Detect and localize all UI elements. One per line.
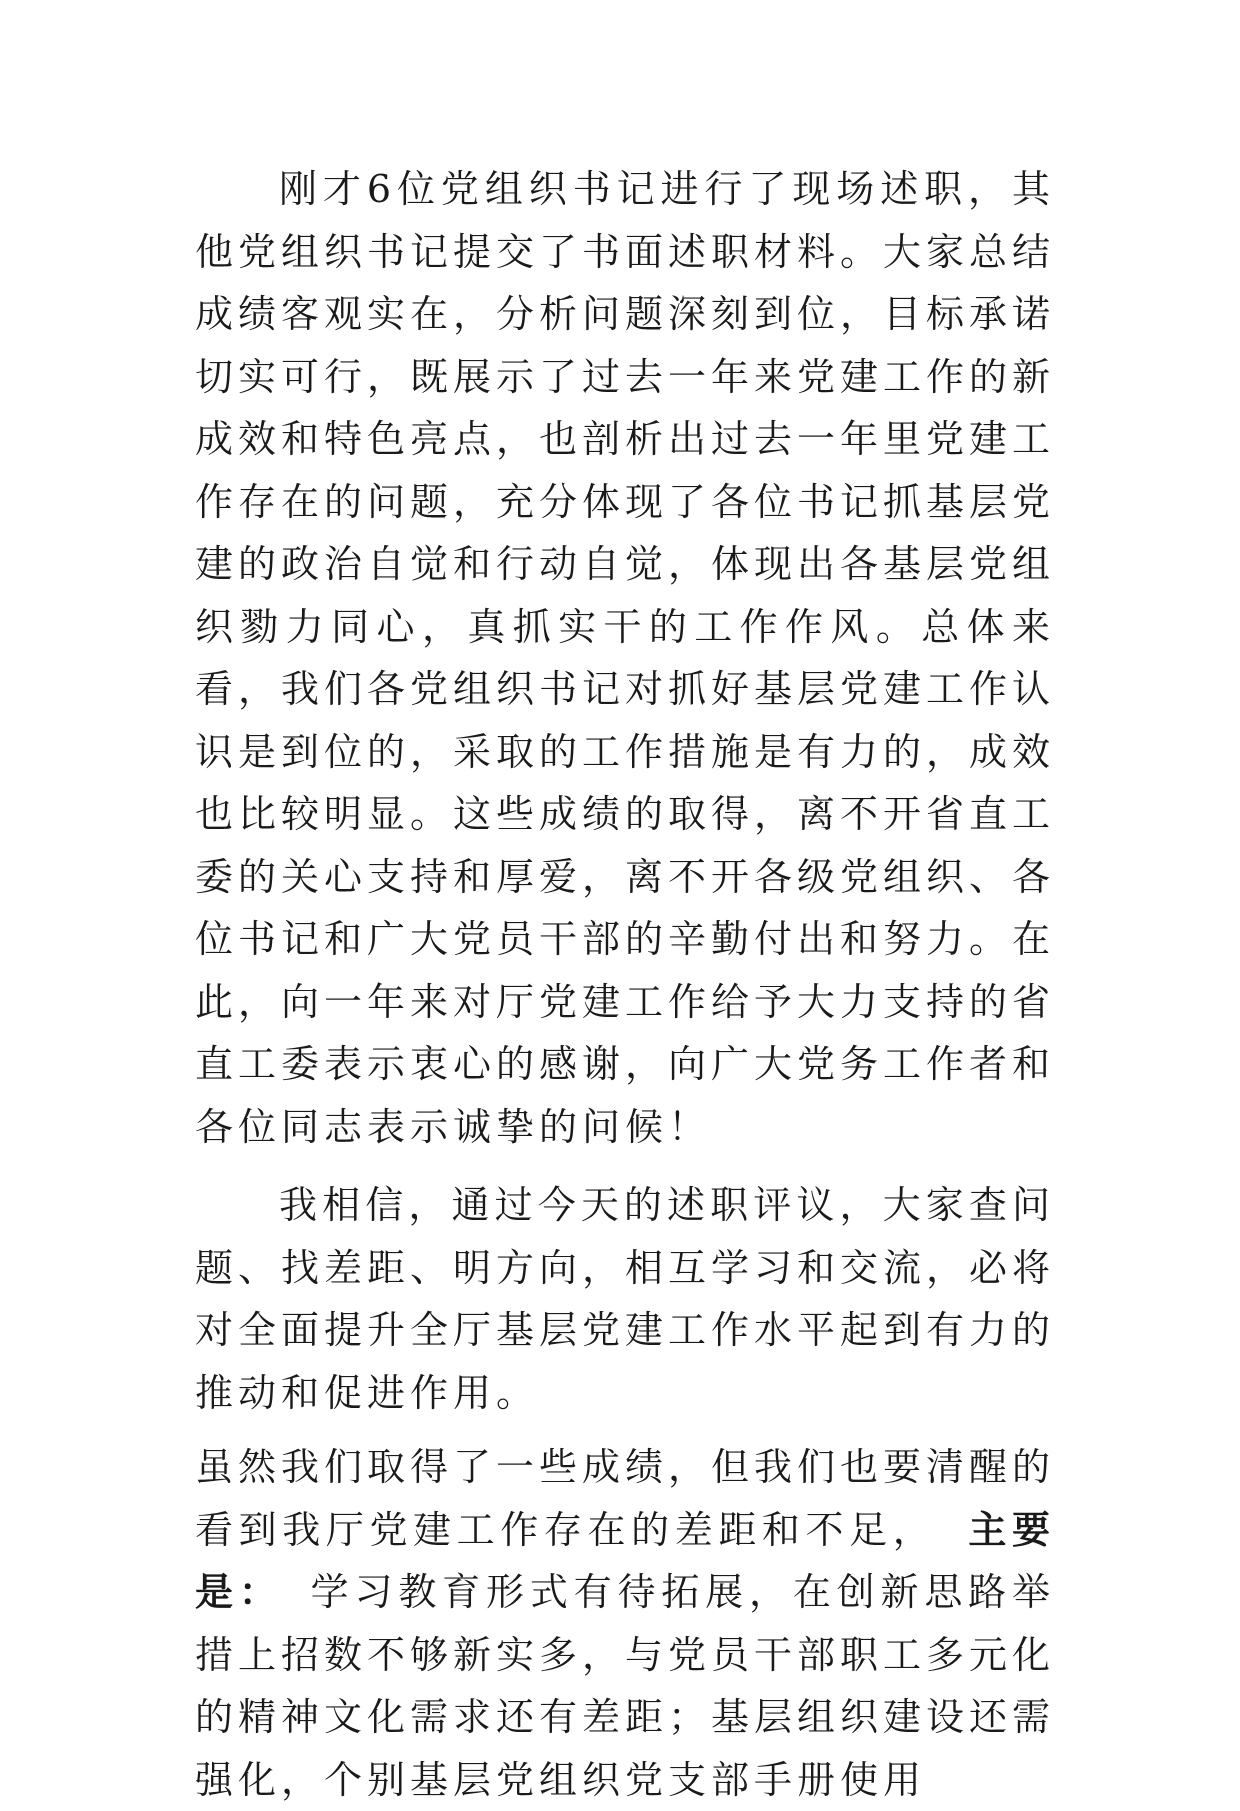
paragraph-3-rest: 学习教育形式有待拓展，在创新思路举措上招数不够新实多，与党员干部职工多元化的精神文化需求还有差距；基层组织建设还需强化，个别基层党组织党支部手册使用 [195,1570,1056,1802]
paragraph-1: 刚才6位党组织书记进行了现场述职，其他党组织书记提交了书面述职材料。大家总结成绩客观实在，分析问题深刻到位，目标承诺切实可行，既展示了过去一年来党建工作的新成效和特色亮点，也剖析出过去一年里党建工作存在的问题，充分体现了各位书记抓基层党建的政治自觉和行动自觉，体现出各基层党组织勠力同心，真抓实干的工作作风。总体来看，我们各党组织书记对抓好基层党建工作认识是到位的，采取的工作措施是有力的，成效也比较明显。这些成绩的取得，离不开省直工委的关心支持和厚爱，离不开各级党组织、各位书记和广大党员干部的辛勤付出和努力。在此，向一年来对厅党建工作给予大力支持的省直工委表示衷心的感谢，向广大党务工作者和各位同志表示诚挚的问候！ [195,167,1056,1149]
paragraph-3 [195,1436,1055,1811]
paragraph-3-lead: 虽然我们取得了一些成绩，但我们也要清醒的看到我厅党建工作存在的差距和不足， [195,1445,1056,1552]
paragraph-3-bold-label: 主要是： [195,1506,1055,1614]
document-body [195,158,1055,1811]
paragraph-2: 我相信，通过今天的述职评议，大家查问题、找差距、明方向，相互学习和交流，必将对全面提升全厅基层党建工作水平起到有力的推动和促进作用。 [195,1183,1056,1415]
